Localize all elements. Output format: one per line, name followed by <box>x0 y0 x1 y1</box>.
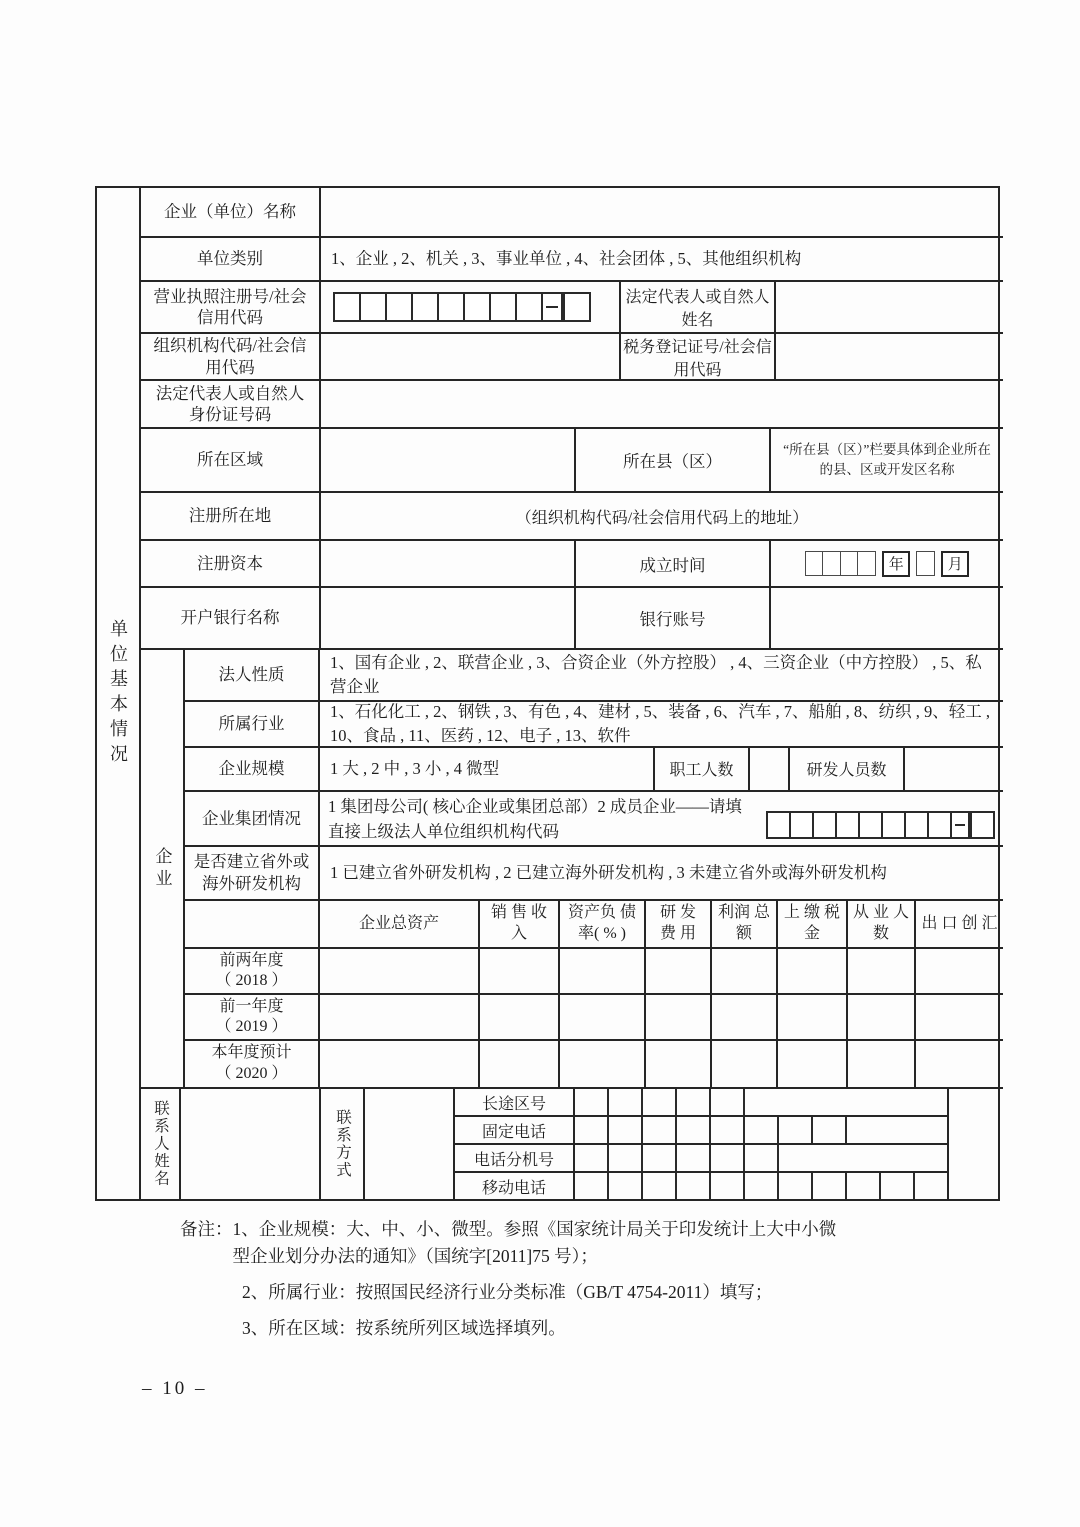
bank-account-value-cell[interactable] <box>771 588 1003 648</box>
industry-label: 所属行业 <box>185 702 320 746</box>
fin-row-period: 前两年度 <box>219 951 284 969</box>
digit-box[interactable] <box>927 811 952 839</box>
fin-row-2020 <box>185 1041 1003 1087</box>
industry-options: 1、石化化工 , 2、钢铁 , 3、有色 , 4、建材 , 5、装备 , 6、汽车 , 7、船舶 , 8、纺织 , 9、轻工 , 10、食品 , 11、医药 , 12、电子 , 13、软件 <box>330 702 990 745</box>
fin-header-employees: 从 业 人 数 <box>848 901 916 948</box>
digit-box[interactable] <box>881 811 906 839</box>
row-org-code <box>141 334 1003 381</box>
fin-header-total-assets: 企业总资产 <box>320 901 480 948</box>
fin-row-2018 <box>185 949 1003 995</box>
group-content-cell <box>320 792 1003 845</box>
digit-box[interactable] <box>609 1089 643 1115</box>
fin-cell[interactable] <box>778 949 848 993</box>
notes-prefix: 备注： <box>180 1219 233 1239</box>
section-label-unit-basic-info: 单位基本情况 <box>97 188 141 1199</box>
rd-staff-count-value-cell[interactable] <box>905 748 1003 790</box>
digit-box[interactable] <box>575 1145 609 1171</box>
digit-box[interactable] <box>575 1089 609 1115</box>
tax-no-value-cell[interactable] <box>776 334 1003 379</box>
fin-cell[interactable] <box>646 1041 712 1087</box>
dash-separator-box <box>541 292 563 322</box>
mobile-label: 移动电话 <box>455 1173 575 1199</box>
row-legal-nature <box>185 650 1003 702</box>
license-no-boxes-cell[interactable] <box>321 282 621 332</box>
phone-row-landline <box>455 1117 949 1145</box>
row-license-no <box>141 282 1003 334</box>
digit-box[interactable] <box>779 1173 813 1199</box>
footnotes <box>180 1216 970 1352</box>
fin-cell[interactable] <box>916 949 1003 993</box>
digit-box[interactable] <box>677 1117 711 1143</box>
fin-cell[interactable] <box>778 995 848 1039</box>
digit-box[interactable] <box>766 811 791 839</box>
page-number: – 10 – <box>142 1378 208 1399</box>
phone-row-extension <box>455 1145 949 1173</box>
scale-options: 1 大 , 2 中 , 3 小 , 4 微型 <box>320 748 655 790</box>
row-overseas-rd <box>185 847 1003 901</box>
digit-box[interactable] <box>812 811 837 839</box>
digit-box[interactable] <box>677 1173 711 1199</box>
phone-row-area-code <box>455 1089 949 1117</box>
extension-label: 电话分机号 <box>455 1145 575 1171</box>
digit-box[interactable] <box>745 1173 779 1199</box>
license-digit-boxes <box>333 292 543 322</box>
mobile-digit-boxes[interactable] <box>575 1173 949 1199</box>
group-check-digit-box <box>970 811 995 839</box>
digit-box[interactable] <box>779 1117 813 1143</box>
year-char-box: 年 <box>882 551 910 577</box>
digit-box[interactable] <box>881 1173 915 1199</box>
staff-count-label: 职工人数 <box>655 748 750 790</box>
landline-label: 固定电话 <box>455 1117 575 1143</box>
est-time-label: 成立时间 <box>576 541 771 586</box>
digit-box[interactable] <box>609 1145 643 1171</box>
fin-cell[interactable] <box>560 995 646 1039</box>
fin-header-row <box>185 901 1003 950</box>
county-note: “所在县（区）”栏要具体到企业所在的县、区或开发区名称 <box>783 442 991 477</box>
fin-row-label <box>185 1041 320 1087</box>
row-region <box>141 429 1003 493</box>
contact-method-value-cell[interactable] <box>365 1089 455 1199</box>
digit-box[interactable] <box>916 551 935 576</box>
digit-box[interactable] <box>813 1117 847 1143</box>
id-no-value-cell[interactable] <box>321 381 1003 427</box>
fin-row-label <box>185 995 320 1039</box>
digit-box[interactable] <box>711 1173 745 1199</box>
tax-no-label: 税务登记证号/社会信用代码 <box>621 334 776 379</box>
digit-box[interactable] <box>822 551 841 576</box>
fin-cell[interactable] <box>560 1041 646 1087</box>
row-group <box>185 792 1003 847</box>
unit-basic-info-table <box>95 186 1000 1201</box>
digit-box[interactable] <box>333 292 361 322</box>
digit-box[interactable] <box>745 1117 779 1143</box>
bank-name-value-cell[interactable] <box>321 588 576 648</box>
group-digit-boxes <box>766 811 952 839</box>
row-unit-type <box>141 238 1003 282</box>
fin-header-blank <box>185 901 320 948</box>
row-reg-capital <box>141 541 1003 588</box>
digit-box[interactable] <box>677 1089 711 1115</box>
reg-addr-hint[interactable]: （组织机构代码/社会信用代码上的地址） <box>515 509 809 527</box>
fin-row-year: （ 2019 ） <box>215 1018 288 1036</box>
digit-box[interactable] <box>489 292 517 322</box>
license-check-digit-box <box>563 292 591 322</box>
fin-cell[interactable] <box>848 995 916 1039</box>
area-code-label: 长途区号 <box>455 1089 575 1115</box>
fin-cell[interactable] <box>320 1041 480 1087</box>
fin-header-tax-paid: 上 缴 税 金 <box>778 901 848 948</box>
legal-rep-label: 法定代表人或自然人姓名 <box>621 282 776 332</box>
fin-cell[interactable] <box>712 949 778 993</box>
license-no-label: 营业执照注册号/社会信用代码 <box>141 282 321 332</box>
reg-capital-label: 注册资本 <box>141 541 321 586</box>
digit-box[interactable] <box>805 551 824 576</box>
digit-box[interactable] <box>711 1117 745 1143</box>
digit-box[interactable] <box>437 292 465 322</box>
row-unit-name <box>141 188 1003 238</box>
digit-box[interactable] <box>813 1173 847 1199</box>
phone-table <box>455 1089 949 1199</box>
phone-row-mobile <box>455 1173 949 1199</box>
fin-cell[interactable] <box>712 1041 778 1087</box>
digit-box[interactable] <box>789 811 814 839</box>
area-code-digit-boxes[interactable] <box>575 1089 949 1115</box>
phone-table-spacer-cell <box>947 1089 1003 1199</box>
digit-box[interactable] <box>385 292 413 322</box>
fin-cell[interactable] <box>480 949 560 993</box>
contact-person-value-cell[interactable] <box>181 1089 321 1199</box>
digit-box[interactable] <box>359 292 387 322</box>
fin-header-sales-revenue: 销 售 收 入 <box>480 901 560 948</box>
fin-cell[interactable] <box>916 1041 1003 1087</box>
fin-row-year: （ 2018 ） <box>215 972 288 990</box>
row-scale <box>185 748 1003 792</box>
county-label: 所在县（区） <box>576 429 771 491</box>
contact-section <box>141 1089 1003 1199</box>
digit-box[interactable] <box>643 1173 677 1199</box>
fin-cell[interactable] <box>848 1041 916 1087</box>
scale-label: 企业规模 <box>185 748 320 790</box>
rd-staff-count-label: 研发人员数 <box>790 748 905 790</box>
enterprise-section <box>141 650 1003 1089</box>
fin-cell[interactable] <box>480 1041 560 1087</box>
overseas-rd-label: 是否建立省外或海外研发机构 <box>185 847 320 899</box>
digit-box[interactable] <box>643 1117 677 1143</box>
digit-box[interactable] <box>515 292 543 322</box>
digit-box[interactable] <box>711 1145 745 1171</box>
est-time-value-cell[interactable] <box>771 541 1003 586</box>
fin-row-label <box>185 949 320 993</box>
enterprise-side-label: 企业 <box>141 650 185 1087</box>
overseas-rd-options: 1 已建立省外研发机构 , 2 已建立海外研发机构 , 3 未建立省外或海外研发机构 <box>330 862 887 882</box>
note-item-1: 1、企业规模：大、中、小、微型。参照《国家统计局关于印发统计上大中小微型企业划分办法的通知》（国统字[2011]75 号）； <box>232 1219 837 1267</box>
fin-cell[interactable] <box>320 949 480 993</box>
digit-box[interactable] <box>609 1117 643 1143</box>
fin-row-2019 <box>185 995 1003 1041</box>
digit-box[interactable] <box>411 292 439 322</box>
fin-header-debt-ratio: 资产负 债率( % ) <box>560 901 646 948</box>
digit-box[interactable] <box>847 1173 881 1199</box>
legal-nature-options: 1、国有企业 , 2、联营企业 , 3、合资企业（外方控股） , 4、三资企业（中方控股） , 5、私营企业 <box>330 653 982 696</box>
est-year-digit-boxes <box>805 551 877 576</box>
reg-capital-value-cell[interactable] <box>321 541 576 586</box>
unit-type-label: 单位类别 <box>141 238 321 280</box>
digit-box[interactable] <box>858 811 883 839</box>
digit-box[interactable] <box>643 1089 677 1115</box>
row-reg-addr <box>141 493 1003 541</box>
group-org-code-boxes[interactable] <box>766 811 995 839</box>
bank-account-label: 银行账号 <box>576 588 771 648</box>
unit-type-options: 1、企业 , 2、机关 , 3、事业单位 , 4、社会团体 , 5、其他组织机构 <box>331 249 802 269</box>
dash-separator-box <box>950 811 970 839</box>
fin-cell[interactable] <box>916 995 1003 1039</box>
reg-addr-label: 注册所在地 <box>141 493 321 539</box>
digit-box[interactable] <box>857 551 876 576</box>
digit-box[interactable] <box>563 292 591 322</box>
digit-box[interactable] <box>677 1145 711 1171</box>
month-char-box: 月 <box>941 551 969 577</box>
est-month-digit-boxes <box>916 551 935 576</box>
digit-box[interactable] <box>970 811 995 839</box>
fin-cell[interactable] <box>712 995 778 1039</box>
row-bank <box>141 588 1003 650</box>
legal-rep-value-cell[interactable] <box>776 282 1003 332</box>
digit-box[interactable] <box>643 1145 677 1171</box>
contact-person-label: 联系人姓名 <box>141 1089 181 1199</box>
digit-box[interactable] <box>609 1173 643 1199</box>
contact-method-label: 联系方式 <box>321 1089 365 1199</box>
fin-cell[interactable] <box>480 995 560 1039</box>
fin-cell[interactable] <box>646 949 712 993</box>
region-label: 所在区域 <box>141 429 321 491</box>
fin-row-year: （ 2020 ） <box>215 1065 288 1083</box>
staff-count-value-cell[interactable] <box>750 748 790 790</box>
note-item-3: 3、所在区域：按系统所列区域选择填列。 <box>242 1318 566 1339</box>
extension-digit-boxes[interactable] <box>575 1145 949 1171</box>
region-value-cell[interactable] <box>321 429 576 491</box>
digit-box[interactable] <box>904 811 929 839</box>
digit-box[interactable] <box>575 1117 609 1143</box>
fin-cell[interactable] <box>646 995 712 1039</box>
org-code-value-cell[interactable] <box>321 334 621 379</box>
digit-box[interactable] <box>835 811 860 839</box>
digit-box[interactable] <box>745 1145 779 1171</box>
row-industry <box>185 702 1003 748</box>
row-id-no <box>141 381 1003 429</box>
digit-box[interactable] <box>711 1089 745 1115</box>
note-item-2: 2、所属行业：按照国民经济行业分类标准（GB/T 4754-2011）填写； <box>242 1282 773 1303</box>
landline-digit-boxes[interactable] <box>575 1117 949 1143</box>
group-label: 企业集团情况 <box>185 792 320 845</box>
unit-name-value-cell[interactable] <box>321 188 1003 236</box>
digit-box[interactable] <box>840 551 859 576</box>
fin-cell[interactable] <box>848 949 916 993</box>
digit-box[interactable] <box>915 1173 949 1199</box>
fin-row-period: 本年度预计 <box>211 1044 292 1062</box>
unit-name-label: 企业（单位）名称 <box>141 188 321 236</box>
fin-header-rd-expense: 研 发 费 用 <box>646 901 712 948</box>
fin-row-period: 前一年度 <box>219 997 284 1015</box>
digit-box[interactable] <box>463 292 491 322</box>
fin-header-export-earnings: 出 口 创 汇 <box>921 914 998 932</box>
fin-cell[interactable] <box>560 949 646 993</box>
bank-name-label: 开户银行名称 <box>141 588 321 648</box>
fin-cell[interactable] <box>320 995 480 1039</box>
fin-header-total-profit: 利润 总额 <box>712 901 778 948</box>
legal-nature-label: 法人性质 <box>185 650 320 700</box>
digit-box[interactable] <box>575 1173 609 1199</box>
org-code-label: 组织机构代码/社会信用代码 <box>141 334 321 379</box>
group-options-text: 1 集团母公司( 核心企业或集团总部）2 成员企业——请填直接上级法人单位组织机构代码 <box>328 796 742 841</box>
id-no-label: 法定代表人或自然人身份证号码 <box>141 381 321 427</box>
fin-cell[interactable] <box>778 1041 848 1087</box>
